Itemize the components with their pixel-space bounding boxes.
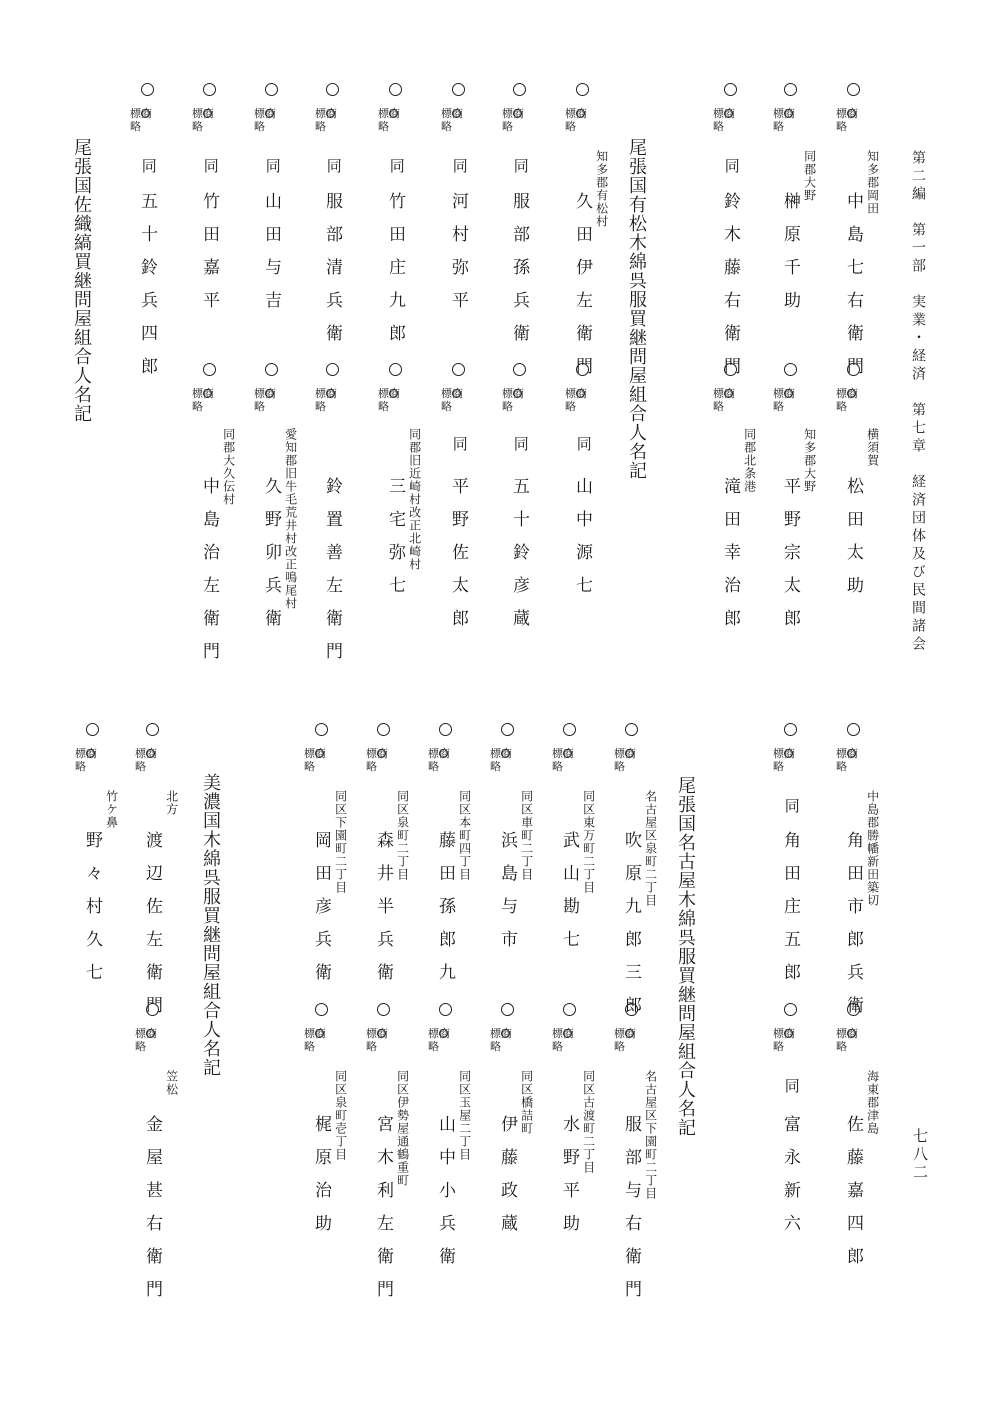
bullet-circle-icon bbox=[439, 723, 452, 736]
trademark-mark bbox=[366, 747, 396, 773]
merchant-address: 同区古渡町二丁目 bbox=[581, 1070, 596, 1174]
mark-label-top: 標商 bbox=[135, 1027, 157, 1040]
merchant-name: 宮木利左衛門 bbox=[373, 1115, 393, 1313]
merchant-name: 服部孫兵衛 bbox=[509, 192, 529, 357]
trademark-mark bbox=[836, 747, 866, 773]
merchant-address: 同 bbox=[139, 158, 158, 174]
trademark-mark bbox=[565, 387, 595, 413]
bullet-circle-icon bbox=[389, 83, 402, 96]
mark-label-bottom: 略 bbox=[304, 1040, 316, 1053]
mark-circle-icon bbox=[784, 749, 793, 758]
mark-label-top: 標商 bbox=[315, 107, 337, 120]
mark-label-top: 標商 bbox=[428, 747, 450, 760]
mark-circle-icon bbox=[265, 109, 274, 118]
trademark-mark bbox=[304, 1027, 334, 1053]
trademark-mark bbox=[378, 387, 408, 413]
merchant-address: 同区本町四丁目 bbox=[457, 790, 472, 881]
merchant-name: 山中源七 bbox=[572, 477, 592, 609]
trademark-mark bbox=[135, 1027, 165, 1053]
mark-circle-icon bbox=[563, 749, 572, 758]
mark-circle-icon bbox=[625, 749, 634, 758]
trademark-mark bbox=[75, 747, 105, 773]
page-number: 七八二 bbox=[911, 1128, 929, 1182]
mark-label-bottom: 略 bbox=[773, 760, 785, 773]
merchant-name: 中島治左衛門 bbox=[199, 477, 219, 675]
bullet-circle-icon bbox=[146, 723, 159, 736]
mark-circle-icon bbox=[377, 1029, 386, 1038]
merchant-name: 服部清兵衛 bbox=[322, 192, 342, 357]
bullet-circle-icon bbox=[724, 83, 737, 96]
merchant-address: 同 bbox=[574, 436, 593, 452]
trademark-mark bbox=[713, 107, 743, 133]
mark-label-top: 標商 bbox=[490, 1027, 512, 1040]
trademark-mark bbox=[565, 107, 595, 133]
trademark-mark bbox=[366, 1027, 396, 1053]
merchant-name: 三宅弥七 bbox=[385, 477, 405, 609]
merchant-address: 中島郡勝幡新田築切 bbox=[865, 790, 880, 907]
mark-circle-icon bbox=[784, 1029, 793, 1038]
trademark-mark bbox=[441, 107, 471, 133]
trademark-mark bbox=[254, 387, 284, 413]
mark-label-bottom: 略 bbox=[378, 120, 390, 133]
section-title-arimatsu: 尾張国有松木綿呉服買継問屋組合人名記 bbox=[626, 138, 647, 480]
bullet-circle-icon bbox=[847, 723, 860, 736]
mark-circle-icon bbox=[389, 389, 398, 398]
mark-circle-icon bbox=[452, 109, 461, 118]
merchant-address: 北方 bbox=[164, 790, 179, 816]
mark-label-bottom: 略 bbox=[192, 120, 204, 133]
merchant-address: 同 bbox=[782, 1078, 801, 1094]
bullet-circle-icon bbox=[141, 83, 154, 96]
mark-label-top: 標商 bbox=[304, 747, 326, 760]
trademark-mark bbox=[490, 747, 520, 773]
mark-label-bottom: 略 bbox=[614, 760, 626, 773]
mark-label-bottom: 略 bbox=[565, 120, 577, 133]
trademark-mark bbox=[490, 1027, 520, 1053]
merchant-address: 同区泉町二丁目 bbox=[395, 790, 410, 881]
mark-label-top: 標商 bbox=[192, 387, 214, 400]
trademark-mark bbox=[773, 387, 803, 413]
trademark-mark bbox=[552, 1027, 582, 1053]
mark-circle-icon bbox=[513, 389, 522, 398]
mark-label-bottom: 略 bbox=[441, 120, 453, 133]
mark-label-bottom: 略 bbox=[135, 760, 147, 773]
mark-label-top: 標商 bbox=[502, 107, 524, 120]
mark-circle-icon bbox=[439, 1029, 448, 1038]
mark-label-top: 標商 bbox=[773, 747, 795, 760]
trademark-mark bbox=[614, 1027, 644, 1053]
trademark-mark bbox=[441, 387, 471, 413]
merchant-address: 同 bbox=[782, 798, 801, 814]
bullet-circle-icon bbox=[452, 83, 465, 96]
bullet-circle-icon bbox=[501, 1003, 514, 1016]
mark-circle-icon bbox=[724, 109, 733, 118]
merchant-name: 滝田幸治郎 bbox=[720, 477, 740, 642]
merchant-name: 渡辺佐左衛門 bbox=[142, 831, 162, 1029]
mark-label-bottom: 略 bbox=[773, 1040, 785, 1053]
merchant-name: 富永新六 bbox=[780, 1115, 800, 1247]
mark-label-top: 標商 bbox=[254, 387, 276, 400]
mark-label-top: 標商 bbox=[441, 387, 463, 400]
bullet-circle-icon bbox=[563, 1003, 576, 1016]
mark-label-top: 標商 bbox=[565, 107, 587, 120]
mark-label-bottom: 略 bbox=[490, 760, 502, 773]
mark-circle-icon bbox=[576, 109, 585, 118]
bullet-circle-icon bbox=[203, 83, 216, 96]
mark-label-bottom: 略 bbox=[428, 760, 440, 773]
merchant-name: 水野平助 bbox=[559, 1115, 579, 1247]
merchant-name: 平野宗太郎 bbox=[780, 477, 800, 642]
mark-label-top: 標商 bbox=[773, 107, 795, 120]
mark-label-top: 標商 bbox=[836, 387, 858, 400]
merchant-name: 角田市郎兵衛 bbox=[843, 831, 863, 1029]
bullet-circle-icon bbox=[86, 723, 99, 736]
merchant-name: 久田伊左衛門 bbox=[572, 192, 592, 390]
trademark-mark bbox=[304, 747, 334, 773]
trademark-mark bbox=[836, 107, 866, 133]
bullet-circle-icon bbox=[377, 1003, 390, 1016]
merchant-name: 平野佐太郎 bbox=[448, 477, 468, 642]
merchant-address: 同区車町二丁目 bbox=[519, 790, 534, 881]
mark-label-top: 標商 bbox=[378, 107, 400, 120]
merchant-address: 同 bbox=[201, 158, 220, 174]
trademark-mark bbox=[192, 387, 222, 413]
mark-circle-icon bbox=[563, 1029, 572, 1038]
merchant-address: 同区伊勢屋通鶴重町 bbox=[395, 1070, 410, 1187]
merchant-name: 金屋甚右衛門 bbox=[142, 1115, 162, 1313]
mark-circle-icon bbox=[389, 109, 398, 118]
bullet-circle-icon bbox=[625, 1003, 638, 1016]
mark-label-bottom: 略 bbox=[490, 1040, 502, 1053]
merchant-address: 同郡北条港 bbox=[742, 428, 757, 493]
trademark-mark bbox=[315, 107, 345, 133]
merchant-address: 同区下園町二丁目 bbox=[333, 790, 348, 894]
merchant-name: 野々村久七 bbox=[82, 831, 102, 996]
mark-label-bottom: 略 bbox=[836, 760, 848, 773]
mark-circle-icon bbox=[784, 109, 793, 118]
mark-circle-icon bbox=[203, 389, 212, 398]
mark-circle-icon bbox=[326, 109, 335, 118]
mark-label-top: 標商 bbox=[713, 107, 735, 120]
bullet-circle-icon bbox=[439, 1003, 452, 1016]
trademark-mark bbox=[502, 107, 532, 133]
merchant-address: 同区東万町二丁目 bbox=[581, 790, 596, 894]
merchant-address: 同区泉町壱丁目 bbox=[333, 1070, 348, 1161]
merchant-name: 中島七右衛門 bbox=[843, 192, 863, 390]
mark-label-top: 標商 bbox=[441, 107, 463, 120]
merchant-name: 久野卯兵衛 bbox=[261, 477, 281, 642]
mark-label-bottom: 略 bbox=[773, 400, 785, 413]
merchant-name: 岡田彦兵衛 bbox=[311, 831, 331, 996]
merchant-name: 山中小兵衛 bbox=[435, 1115, 455, 1280]
mark-label-top: 標商 bbox=[552, 1027, 574, 1040]
section-title-saori: 尾張国佐織縞買継問屋組合人名記 bbox=[71, 138, 92, 423]
merchant-name: 五十鈴兵四郎 bbox=[137, 192, 157, 390]
merchant-name: 鈴置善左衛門 bbox=[322, 477, 342, 675]
mark-circle-icon bbox=[724, 389, 733, 398]
mark-label-bottom: 略 bbox=[565, 400, 577, 413]
bullet-circle-icon bbox=[847, 1003, 860, 1016]
mark-label-top: 標商 bbox=[713, 387, 735, 400]
merchant-address: 同 bbox=[511, 158, 530, 174]
merchant-address: 知多郡岡田 bbox=[865, 150, 880, 215]
trademark-mark bbox=[773, 107, 803, 133]
merchant-address: 名古屋区下園町二丁目 bbox=[643, 1070, 658, 1200]
bullet-circle-icon bbox=[563, 723, 576, 736]
mark-label-top: 標商 bbox=[315, 387, 337, 400]
mark-label-top: 標商 bbox=[490, 747, 512, 760]
mark-label-bottom: 略 bbox=[773, 120, 785, 133]
mark-circle-icon bbox=[439, 749, 448, 758]
mark-label-top: 標商 bbox=[378, 387, 400, 400]
mark-label-bottom: 略 bbox=[502, 120, 514, 133]
mark-circle-icon bbox=[86, 749, 95, 758]
mark-circle-icon bbox=[847, 109, 856, 118]
mark-label-bottom: 略 bbox=[614, 1040, 626, 1053]
mark-label-top: 標商 bbox=[192, 107, 214, 120]
trademark-mark bbox=[378, 107, 408, 133]
merchant-address: 同 bbox=[263, 158, 282, 174]
bullet-circle-icon bbox=[847, 363, 860, 376]
mark-circle-icon bbox=[315, 1029, 324, 1038]
mark-label-bottom: 略 bbox=[836, 400, 848, 413]
merchant-address: 同 bbox=[511, 436, 530, 452]
running-header: 第二編 第一部 実業・経済 第七章 経済団体及び民間諸会 bbox=[910, 150, 926, 654]
merchant-name: 梶原治助 bbox=[311, 1115, 331, 1247]
merchant-name: 伊藤政蔵 bbox=[497, 1115, 517, 1247]
mark-label-bottom: 略 bbox=[366, 760, 378, 773]
bullet-circle-icon bbox=[315, 723, 328, 736]
merchant-name: 五十鈴彦蔵 bbox=[509, 477, 529, 642]
mark-label-top: 標商 bbox=[366, 747, 388, 760]
mark-label-bottom: 略 bbox=[713, 400, 725, 413]
mark-circle-icon bbox=[513, 109, 522, 118]
merchant-address: 海東郡津島 bbox=[865, 1070, 880, 1135]
mark-circle-icon bbox=[203, 109, 212, 118]
merchant-address: 竹ケ鼻 bbox=[104, 790, 119, 829]
merchant-address: 同 bbox=[324, 158, 343, 174]
merchant-name: 榊原千助 bbox=[780, 192, 800, 324]
mark-label-bottom: 略 bbox=[254, 400, 266, 413]
bullet-circle-icon bbox=[576, 83, 589, 96]
merchant-address: 同 bbox=[450, 436, 469, 452]
trademark-mark bbox=[713, 387, 743, 413]
mark-circle-icon bbox=[501, 749, 510, 758]
mark-label-top: 標商 bbox=[130, 107, 152, 120]
mark-label-bottom: 略 bbox=[366, 1040, 378, 1053]
mark-circle-icon bbox=[625, 1029, 634, 1038]
trademark-mark bbox=[192, 107, 222, 133]
bullet-circle-icon bbox=[265, 83, 278, 96]
mark-circle-icon bbox=[576, 389, 585, 398]
mark-circle-icon bbox=[315, 749, 324, 758]
mark-label-top: 標商 bbox=[552, 747, 574, 760]
mark-label-top: 標商 bbox=[836, 1027, 858, 1040]
bullet-circle-icon bbox=[265, 363, 278, 376]
bullet-circle-icon bbox=[452, 363, 465, 376]
mark-label-bottom: 略 bbox=[254, 120, 266, 133]
merchant-address: 笠松 bbox=[164, 1070, 179, 1096]
mark-label-bottom: 略 bbox=[135, 1040, 147, 1053]
mark-label-bottom: 略 bbox=[836, 120, 848, 133]
bullet-circle-icon bbox=[724, 363, 737, 376]
mark-label-top: 標商 bbox=[836, 107, 858, 120]
mark-circle-icon bbox=[452, 389, 461, 398]
merchant-name: 角田庄五郎 bbox=[780, 831, 800, 996]
merchant-name: 藤田孫郎九 bbox=[435, 831, 455, 996]
merchant-address: 愛知郡旧牛毛荒井村改正鳴尾村 bbox=[283, 428, 298, 610]
trademark-mark bbox=[552, 747, 582, 773]
trademark-mark bbox=[773, 747, 803, 773]
merchant-address: 同区玉屋二丁目 bbox=[457, 1070, 472, 1161]
mark-label-bottom: 略 bbox=[552, 1040, 564, 1053]
bullet-circle-icon bbox=[501, 723, 514, 736]
mark-circle-icon bbox=[146, 749, 155, 758]
mark-circle-icon bbox=[847, 749, 856, 758]
mark-label-bottom: 略 bbox=[713, 120, 725, 133]
trademark-mark bbox=[502, 387, 532, 413]
merchant-name: 浜島与市 bbox=[497, 831, 517, 963]
section-title-mino: 美濃国木綿呉服買継問屋組合人名記 bbox=[200, 773, 221, 1077]
merchant-address: 同 bbox=[387, 158, 406, 174]
merchant-address: 名古屋区泉町二丁目 bbox=[643, 790, 658, 907]
mark-circle-icon bbox=[326, 389, 335, 398]
trademark-mark bbox=[254, 107, 284, 133]
bullet-circle-icon bbox=[326, 363, 339, 376]
trademark-mark bbox=[135, 747, 165, 773]
bullet-circle-icon bbox=[389, 363, 402, 376]
trademark-mark bbox=[836, 1027, 866, 1053]
mark-label-bottom: 略 bbox=[552, 760, 564, 773]
merchant-name: 服部与右衛門 bbox=[621, 1115, 641, 1313]
mark-circle-icon bbox=[847, 389, 856, 398]
mark-label-bottom: 略 bbox=[441, 400, 453, 413]
bullet-circle-icon bbox=[784, 723, 797, 736]
merchant-name: 武山勘七 bbox=[559, 831, 579, 963]
mark-label-top: 標商 bbox=[614, 747, 636, 760]
mark-circle-icon bbox=[146, 1029, 155, 1038]
mark-label-top: 標商 bbox=[614, 1027, 636, 1040]
mark-label-top: 標商 bbox=[565, 387, 587, 400]
trademark-mark bbox=[614, 747, 644, 773]
mark-circle-icon bbox=[265, 389, 274, 398]
mark-label-top: 標商 bbox=[836, 747, 858, 760]
merchant-name: 森井半兵衛 bbox=[373, 831, 393, 996]
mark-label-top: 標商 bbox=[502, 387, 524, 400]
merchant-address: 同郡旧近崎村改正北崎村 bbox=[407, 428, 422, 571]
trademark-mark bbox=[836, 387, 866, 413]
bullet-circle-icon bbox=[784, 1003, 797, 1016]
merchant-name: 佐藤嘉四郎 bbox=[843, 1115, 863, 1280]
trademark-mark bbox=[428, 1027, 458, 1053]
mark-label-top: 標商 bbox=[428, 1027, 450, 1040]
trademark-mark bbox=[130, 107, 160, 133]
mark-label-bottom: 略 bbox=[192, 400, 204, 413]
mark-label-top: 標商 bbox=[254, 107, 276, 120]
merchant-name: 鈴木藤右衛門 bbox=[720, 192, 740, 390]
merchant-address: 同 bbox=[450, 158, 469, 174]
bullet-circle-icon bbox=[784, 363, 797, 376]
mark-label-bottom: 略 bbox=[428, 1040, 440, 1053]
mark-label-top: 標商 bbox=[773, 387, 795, 400]
mark-label-bottom: 略 bbox=[130, 120, 142, 133]
bullet-circle-icon bbox=[146, 1003, 159, 1016]
mark-label-bottom: 略 bbox=[304, 760, 316, 773]
mark-label-bottom: 略 bbox=[378, 400, 390, 413]
mark-label-bottom: 略 bbox=[315, 120, 327, 133]
merchant-name: 吹原九郎三郎 bbox=[621, 831, 641, 1029]
trademark-mark bbox=[773, 1027, 803, 1053]
mark-label-top: 標商 bbox=[135, 747, 157, 760]
bullet-circle-icon bbox=[377, 723, 390, 736]
mark-circle-icon bbox=[501, 1029, 510, 1038]
bullet-circle-icon bbox=[625, 723, 638, 736]
bullet-circle-icon bbox=[784, 83, 797, 96]
merchant-address: 知多郡有松村 bbox=[594, 150, 609, 228]
mark-label-bottom: 略 bbox=[836, 1040, 848, 1053]
mark-circle-icon bbox=[784, 389, 793, 398]
mark-label-top: 標商 bbox=[304, 1027, 326, 1040]
merchant-address: 同郡大野 bbox=[802, 150, 817, 202]
trademark-mark bbox=[315, 387, 345, 413]
bullet-circle-icon bbox=[315, 1003, 328, 1016]
mark-label-top: 標商 bbox=[773, 1027, 795, 1040]
merchant-name: 河村弥平 bbox=[448, 192, 468, 324]
mark-circle-icon bbox=[847, 1029, 856, 1038]
mark-label-top: 標商 bbox=[366, 1027, 388, 1040]
bullet-circle-icon bbox=[326, 83, 339, 96]
mark-label-bottom: 略 bbox=[502, 400, 514, 413]
merchant-name: 竹田庄九郎 bbox=[385, 192, 405, 357]
bullet-circle-icon bbox=[513, 83, 526, 96]
bullet-circle-icon bbox=[203, 363, 216, 376]
bullet-circle-icon bbox=[576, 363, 589, 376]
merchant-address: 横須賀 bbox=[865, 428, 880, 467]
merchant-address: 同 bbox=[722, 158, 741, 174]
merchant-address: 知多郡大野 bbox=[802, 428, 817, 493]
section-title-nagoya: 尾張国名古屋木綿呉服買継問屋組合人名記 bbox=[675, 776, 696, 1137]
bullet-circle-icon bbox=[513, 363, 526, 376]
merchant-name: 山田与吉 bbox=[261, 192, 281, 324]
mark-label-bottom: 略 bbox=[75, 760, 87, 773]
merchant-name: 竹田嘉平 bbox=[199, 192, 219, 324]
bullet-circle-icon bbox=[847, 83, 860, 96]
mark-label-bottom: 略 bbox=[315, 400, 327, 413]
mark-circle-icon bbox=[377, 749, 386, 758]
merchant-address: 同郡大久伝村 bbox=[221, 428, 236, 506]
trademark-mark bbox=[428, 747, 458, 773]
merchant-name: 松田太助 bbox=[843, 477, 863, 609]
merchant-address: 同区橋詰町 bbox=[519, 1070, 534, 1135]
mark-label-top: 標商 bbox=[75, 747, 97, 760]
mark-circle-icon bbox=[141, 109, 150, 118]
